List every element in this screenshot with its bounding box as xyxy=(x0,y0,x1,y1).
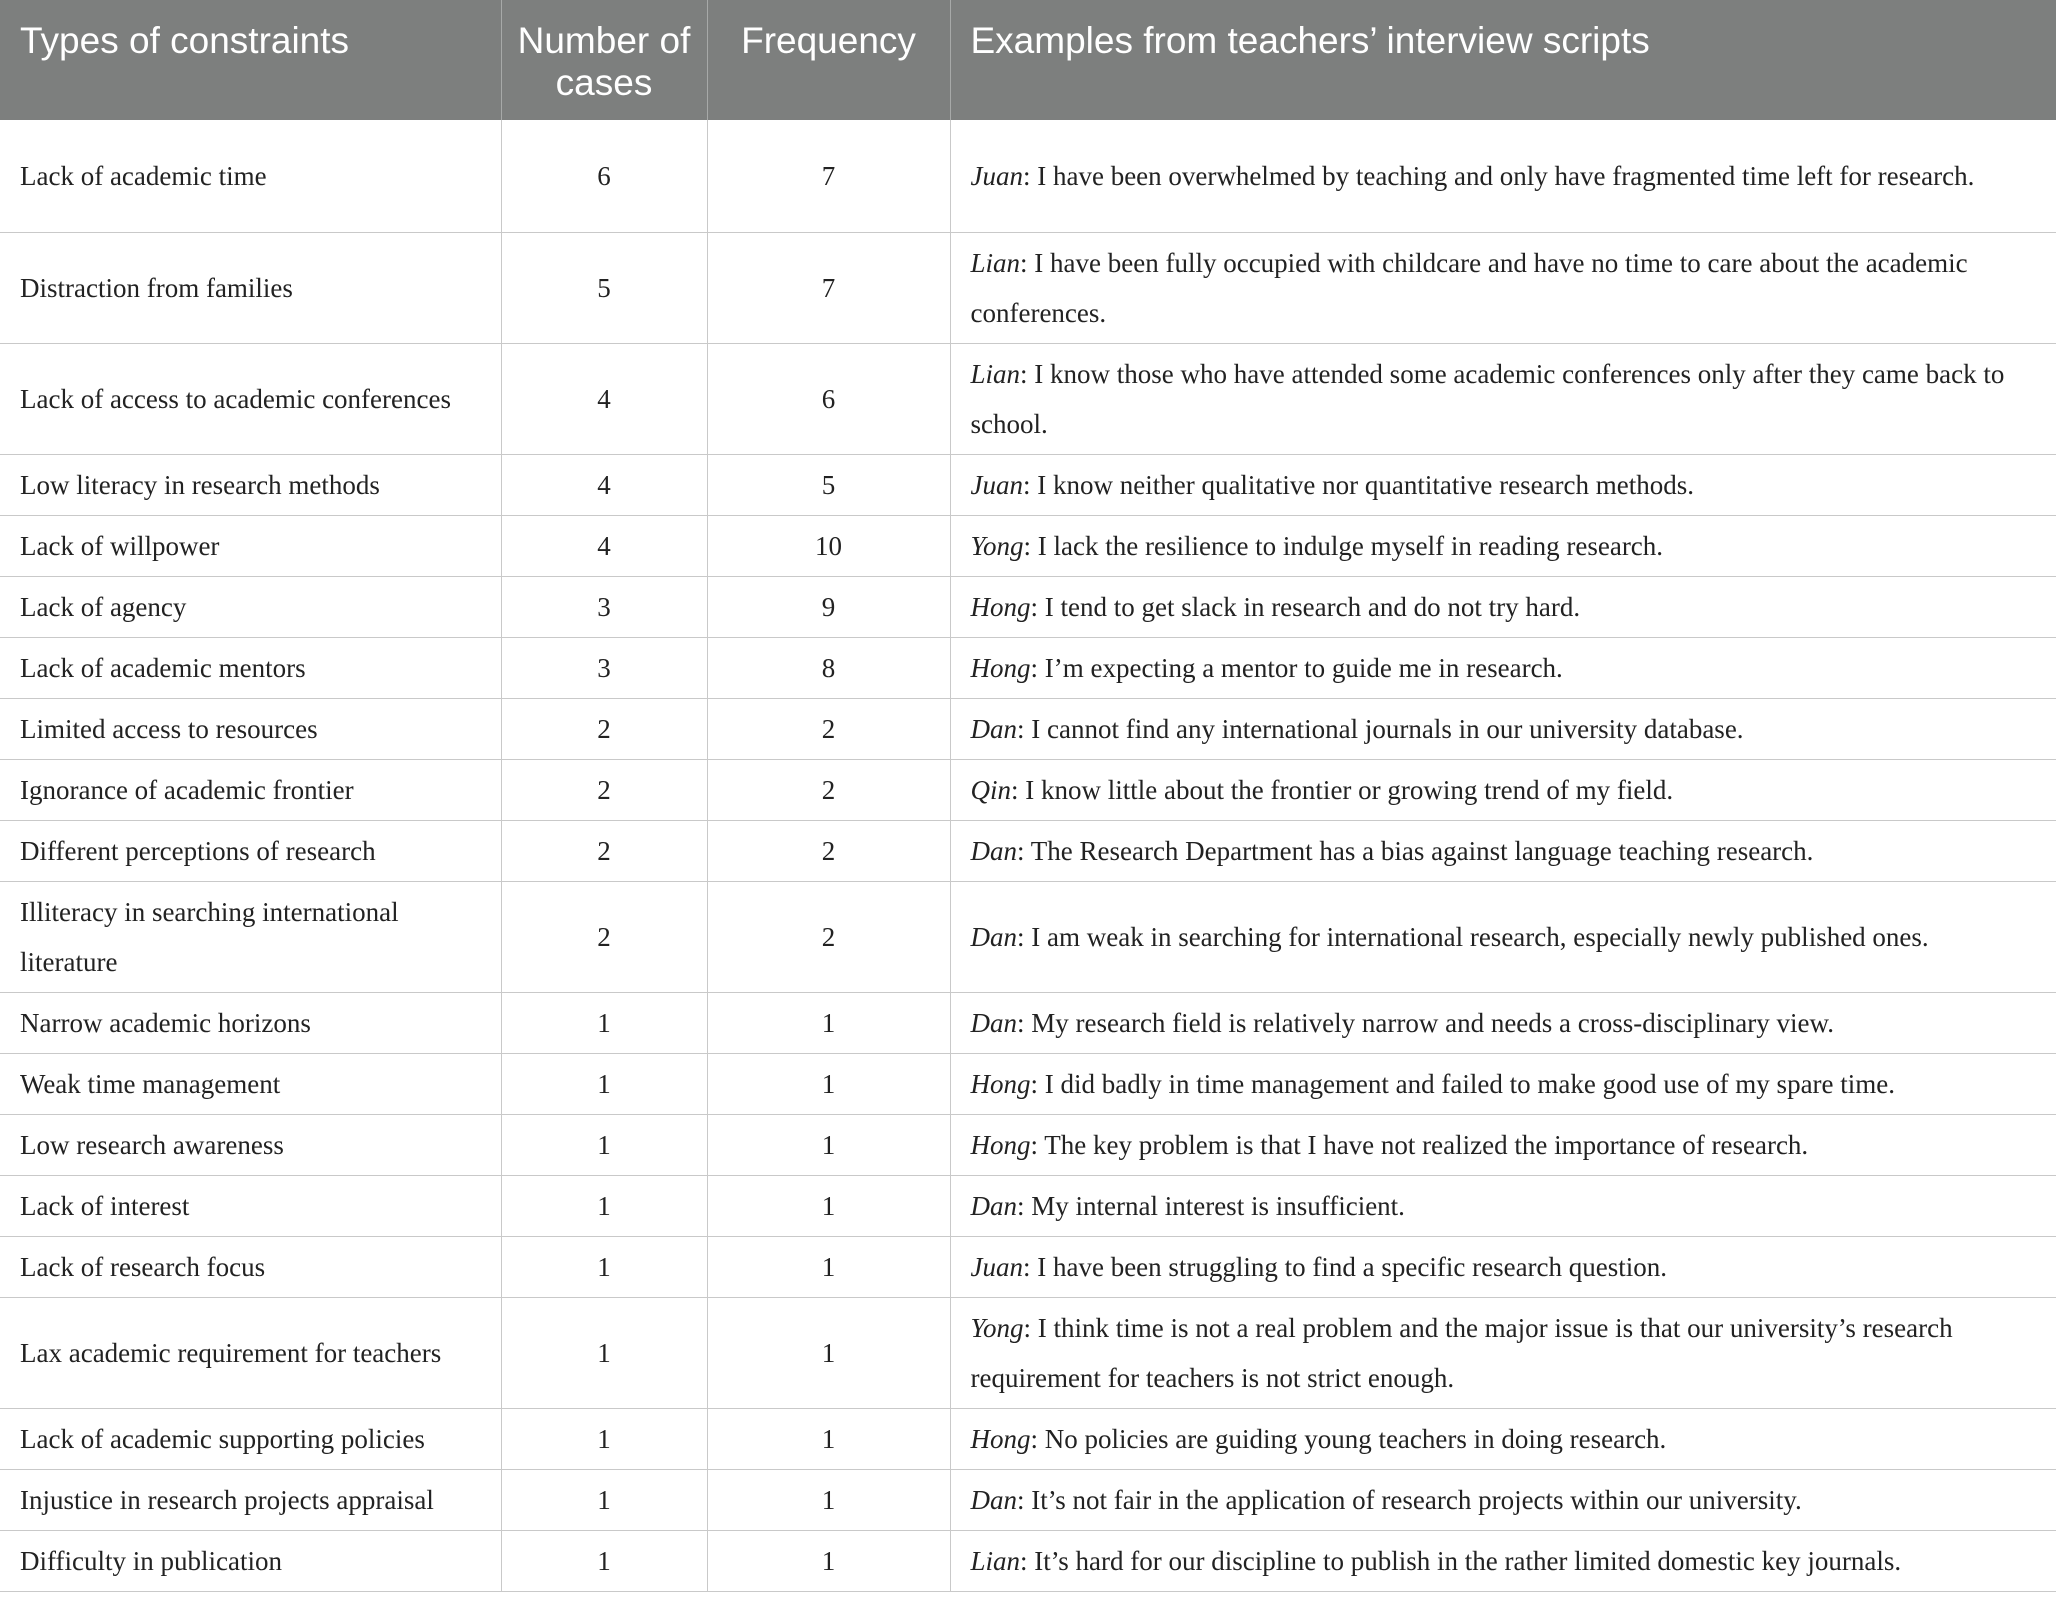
table-row xyxy=(0,698,2056,759)
example-cell xyxy=(950,120,2056,232)
header-number-of-cases: Number of cases xyxy=(501,0,707,120)
example-cell xyxy=(950,759,2056,820)
speaker-name: Lian xyxy=(970,358,1021,389)
speaker-name: Hong xyxy=(970,1129,1031,1160)
speaker-name: Dan xyxy=(970,1007,1017,1038)
speaker-name: Dan xyxy=(970,1190,1017,1221)
table-row xyxy=(0,343,2056,454)
frequency-cell: 1 xyxy=(707,1053,950,1114)
speaker-name: Lian xyxy=(970,247,1021,278)
example-cell xyxy=(950,820,2056,881)
example-quote: : I know those who have attended some academic conferences only after they came back to school. xyxy=(970,358,2005,439)
frequency-cell: 2 xyxy=(707,820,950,881)
example-cell xyxy=(950,1297,2056,1408)
table-row xyxy=(0,1236,2056,1297)
example-quote: : No policies are guiding young teachers in doing research. xyxy=(1030,1423,1667,1454)
speaker-name: Qin xyxy=(970,774,1011,805)
example-cell xyxy=(950,576,2056,637)
table-row xyxy=(0,759,2056,820)
table-row xyxy=(0,1530,2056,1591)
constraint-type-cell: Lack of academic mentors xyxy=(0,637,501,698)
table-row xyxy=(0,637,2056,698)
number-of-cases-cell: 2 xyxy=(501,759,707,820)
frequency-cell: 1 xyxy=(707,1236,950,1297)
table-row xyxy=(0,454,2056,515)
example-cell xyxy=(950,343,2056,454)
speaker-name: Dan xyxy=(970,1484,1017,1515)
example-cell xyxy=(950,881,2056,992)
number-of-cases-cell: 5 xyxy=(501,232,707,343)
example-quote: : I know neither qualitative nor quantitative research methods. xyxy=(1022,469,1695,500)
example-cell xyxy=(950,1114,2056,1175)
constraint-type-cell: Lack of academic supporting policies xyxy=(0,1408,501,1469)
example-quote: : I did badly in time management and failed to make good use of my spare time. xyxy=(1030,1068,1896,1099)
constraint-type-cell: Distraction from families xyxy=(0,232,501,343)
constraint-type-cell: Difficulty in publication xyxy=(0,1530,501,1591)
frequency-cell: 5 xyxy=(707,454,950,515)
number-of-cases-cell: 1 xyxy=(501,1408,707,1469)
speaker-name: Juan xyxy=(970,1251,1023,1282)
example-cell xyxy=(950,454,2056,515)
number-of-cases-cell: 4 xyxy=(501,454,707,515)
constraint-type-cell: Illiteracy in searching international literature xyxy=(0,881,501,992)
example-quote: : My internal interest is insufficient. xyxy=(1017,1190,1405,1221)
speaker-name: Dan xyxy=(970,835,1017,866)
constraint-type-cell: Weak time management xyxy=(0,1053,501,1114)
number-of-cases-cell: 2 xyxy=(501,698,707,759)
example-quote: : I have been struggling to find a specific research question. xyxy=(1022,1251,1668,1282)
speaker-name: Hong xyxy=(970,652,1031,683)
table-row xyxy=(0,1175,2056,1236)
example-cell xyxy=(950,1530,2056,1591)
number-of-cases-cell: 2 xyxy=(501,820,707,881)
constraint-type-cell: Low literacy in research methods xyxy=(0,454,501,515)
number-of-cases-cell: 1 xyxy=(501,1053,707,1114)
speaker-name: Juan xyxy=(970,160,1023,191)
frequency-cell: 2 xyxy=(707,881,950,992)
number-of-cases-cell: 3 xyxy=(501,637,707,698)
header-frequency: Frequency xyxy=(707,0,950,120)
example-quote: : I lack the resilience to indulge myself in reading research. xyxy=(1023,530,1664,561)
example-cell xyxy=(950,637,2056,698)
table-row xyxy=(0,1297,2056,1408)
constraint-type-cell: Lack of research focus xyxy=(0,1236,501,1297)
frequency-cell: 2 xyxy=(707,698,950,759)
table-row xyxy=(0,515,2056,576)
table-row xyxy=(0,820,2056,881)
example-quote: : It’s not fair in the application of research projects within our university. xyxy=(1017,1484,1802,1515)
speaker-name: Lian xyxy=(970,1545,1021,1576)
example-cell xyxy=(950,1408,2056,1469)
table-row xyxy=(0,232,2056,343)
table-body xyxy=(0,120,2056,1591)
table-row xyxy=(0,1114,2056,1175)
example-quote: : I have been overwhelmed by teaching and only have fragmented time left for research. xyxy=(1022,160,1975,191)
example-quote: : I tend to get slack in research and do not try hard. xyxy=(1030,591,1581,622)
number-of-cases-cell: 1 xyxy=(501,1236,707,1297)
constraint-type-cell: Lack of access to academic conferences xyxy=(0,343,501,454)
example-quote: : I am weak in searching for international research, especially newly published ones. xyxy=(1017,921,1929,952)
frequency-cell: 1 xyxy=(707,1297,950,1408)
header-row xyxy=(0,0,2056,120)
constraint-type-cell: Limited access to resources xyxy=(0,698,501,759)
example-quote: : It’s hard for our discipline to publish in the rather limited domestic key journals. xyxy=(1020,1545,1902,1576)
speaker-name: Hong xyxy=(970,1423,1031,1454)
frequency-cell: 6 xyxy=(707,343,950,454)
example-cell xyxy=(950,1175,2056,1236)
constraint-type-cell: Lack of academic time xyxy=(0,120,501,232)
example-cell xyxy=(950,698,2056,759)
frequency-cell: 2 xyxy=(707,759,950,820)
example-quote: : The Research Department has a bias against language teaching research. xyxy=(1017,835,1814,866)
constraint-type-cell: Lack of agency xyxy=(0,576,501,637)
number-of-cases-cell: 1 xyxy=(501,992,707,1053)
example-cell xyxy=(950,1236,2056,1297)
frequency-cell: 1 xyxy=(707,992,950,1053)
example-quote: : I have been fully occupied with childcare and have no time to care about the academic conferences. xyxy=(970,247,1968,328)
frequency-cell: 7 xyxy=(707,120,950,232)
frequency-cell: 1 xyxy=(707,1469,950,1530)
example-cell xyxy=(950,515,2056,576)
example-cell xyxy=(950,1053,2056,1114)
frequency-cell: 8 xyxy=(707,637,950,698)
constraint-type-cell: Lack of willpower xyxy=(0,515,501,576)
frequency-cell: 1 xyxy=(707,1114,950,1175)
speaker-name: Hong xyxy=(970,591,1031,622)
frequency-cell: 10 xyxy=(707,515,950,576)
number-of-cases-cell: 1 xyxy=(501,1297,707,1408)
frequency-cell: 1 xyxy=(707,1175,950,1236)
constraint-type-cell: Different perceptions of research xyxy=(0,820,501,881)
number-of-cases-cell: 2 xyxy=(501,881,707,992)
speaker-name: Dan xyxy=(970,713,1017,744)
table-row xyxy=(0,992,2056,1053)
example-quote: : My research field is relatively narrow and needs a cross-disciplinary view. xyxy=(1017,1007,1834,1038)
header-examples: Examples from teachers’ interview scripts xyxy=(950,0,2056,120)
table-row xyxy=(0,1053,2056,1114)
speaker-name: Hong xyxy=(970,1068,1031,1099)
example-cell xyxy=(950,1469,2056,1530)
example-quote: : I think time is not a real problem and the major issue is that our university’s research requirement for teachers is not strict enough. xyxy=(970,1312,1953,1393)
speaker-name: Juan xyxy=(970,469,1023,500)
number-of-cases-cell: 1 xyxy=(501,1175,707,1236)
constraint-type-cell: Ignorance of academic frontier xyxy=(0,759,501,820)
speaker-name: Dan xyxy=(970,921,1017,952)
example-quote: : The key problem is that I have not realized the importance of research. xyxy=(1030,1129,1809,1160)
speaker-name: Yong xyxy=(970,1312,1024,1343)
frequency-cell: 7 xyxy=(707,232,950,343)
constraint-type-cell: Low research awareness xyxy=(0,1114,501,1175)
example-cell xyxy=(950,992,2056,1053)
header-types-of-constraints: Types of constraints xyxy=(0,0,501,120)
frequency-cell: 1 xyxy=(707,1530,950,1591)
constraint-type-cell: Lax academic requirement for teachers xyxy=(0,1297,501,1408)
number-of-cases-cell: 1 xyxy=(501,1530,707,1591)
constraint-type-cell: Narrow academic horizons xyxy=(0,992,501,1053)
number-of-cases-cell: 3 xyxy=(501,576,707,637)
number-of-cases-cell: 1 xyxy=(501,1469,707,1530)
example-quote: : I cannot find any international journals in our university database. xyxy=(1017,713,1744,744)
number-of-cases-cell: 6 xyxy=(501,120,707,232)
constraint-type-cell: Injustice in research projects appraisal xyxy=(0,1469,501,1530)
number-of-cases-cell: 4 xyxy=(501,515,707,576)
number-of-cases-cell: 1 xyxy=(501,1114,707,1175)
table-row xyxy=(0,1469,2056,1530)
example-cell xyxy=(950,232,2056,343)
example-quote: : I know little about the frontier or growing trend of my field. xyxy=(1011,774,1674,805)
constraint-type-cell: Lack of interest xyxy=(0,1175,501,1236)
table-row xyxy=(0,881,2056,992)
table-header xyxy=(0,0,2056,120)
speaker-name: Yong xyxy=(970,530,1024,561)
example-quote: : I’m expecting a mentor to guide me in research. xyxy=(1030,652,1563,683)
table-row xyxy=(0,1408,2056,1469)
table-row xyxy=(0,120,2056,232)
table-row xyxy=(0,576,2056,637)
number-of-cases-cell: 4 xyxy=(501,343,707,454)
frequency-cell: 1 xyxy=(707,1408,950,1469)
frequency-cell: 9 xyxy=(707,576,950,637)
